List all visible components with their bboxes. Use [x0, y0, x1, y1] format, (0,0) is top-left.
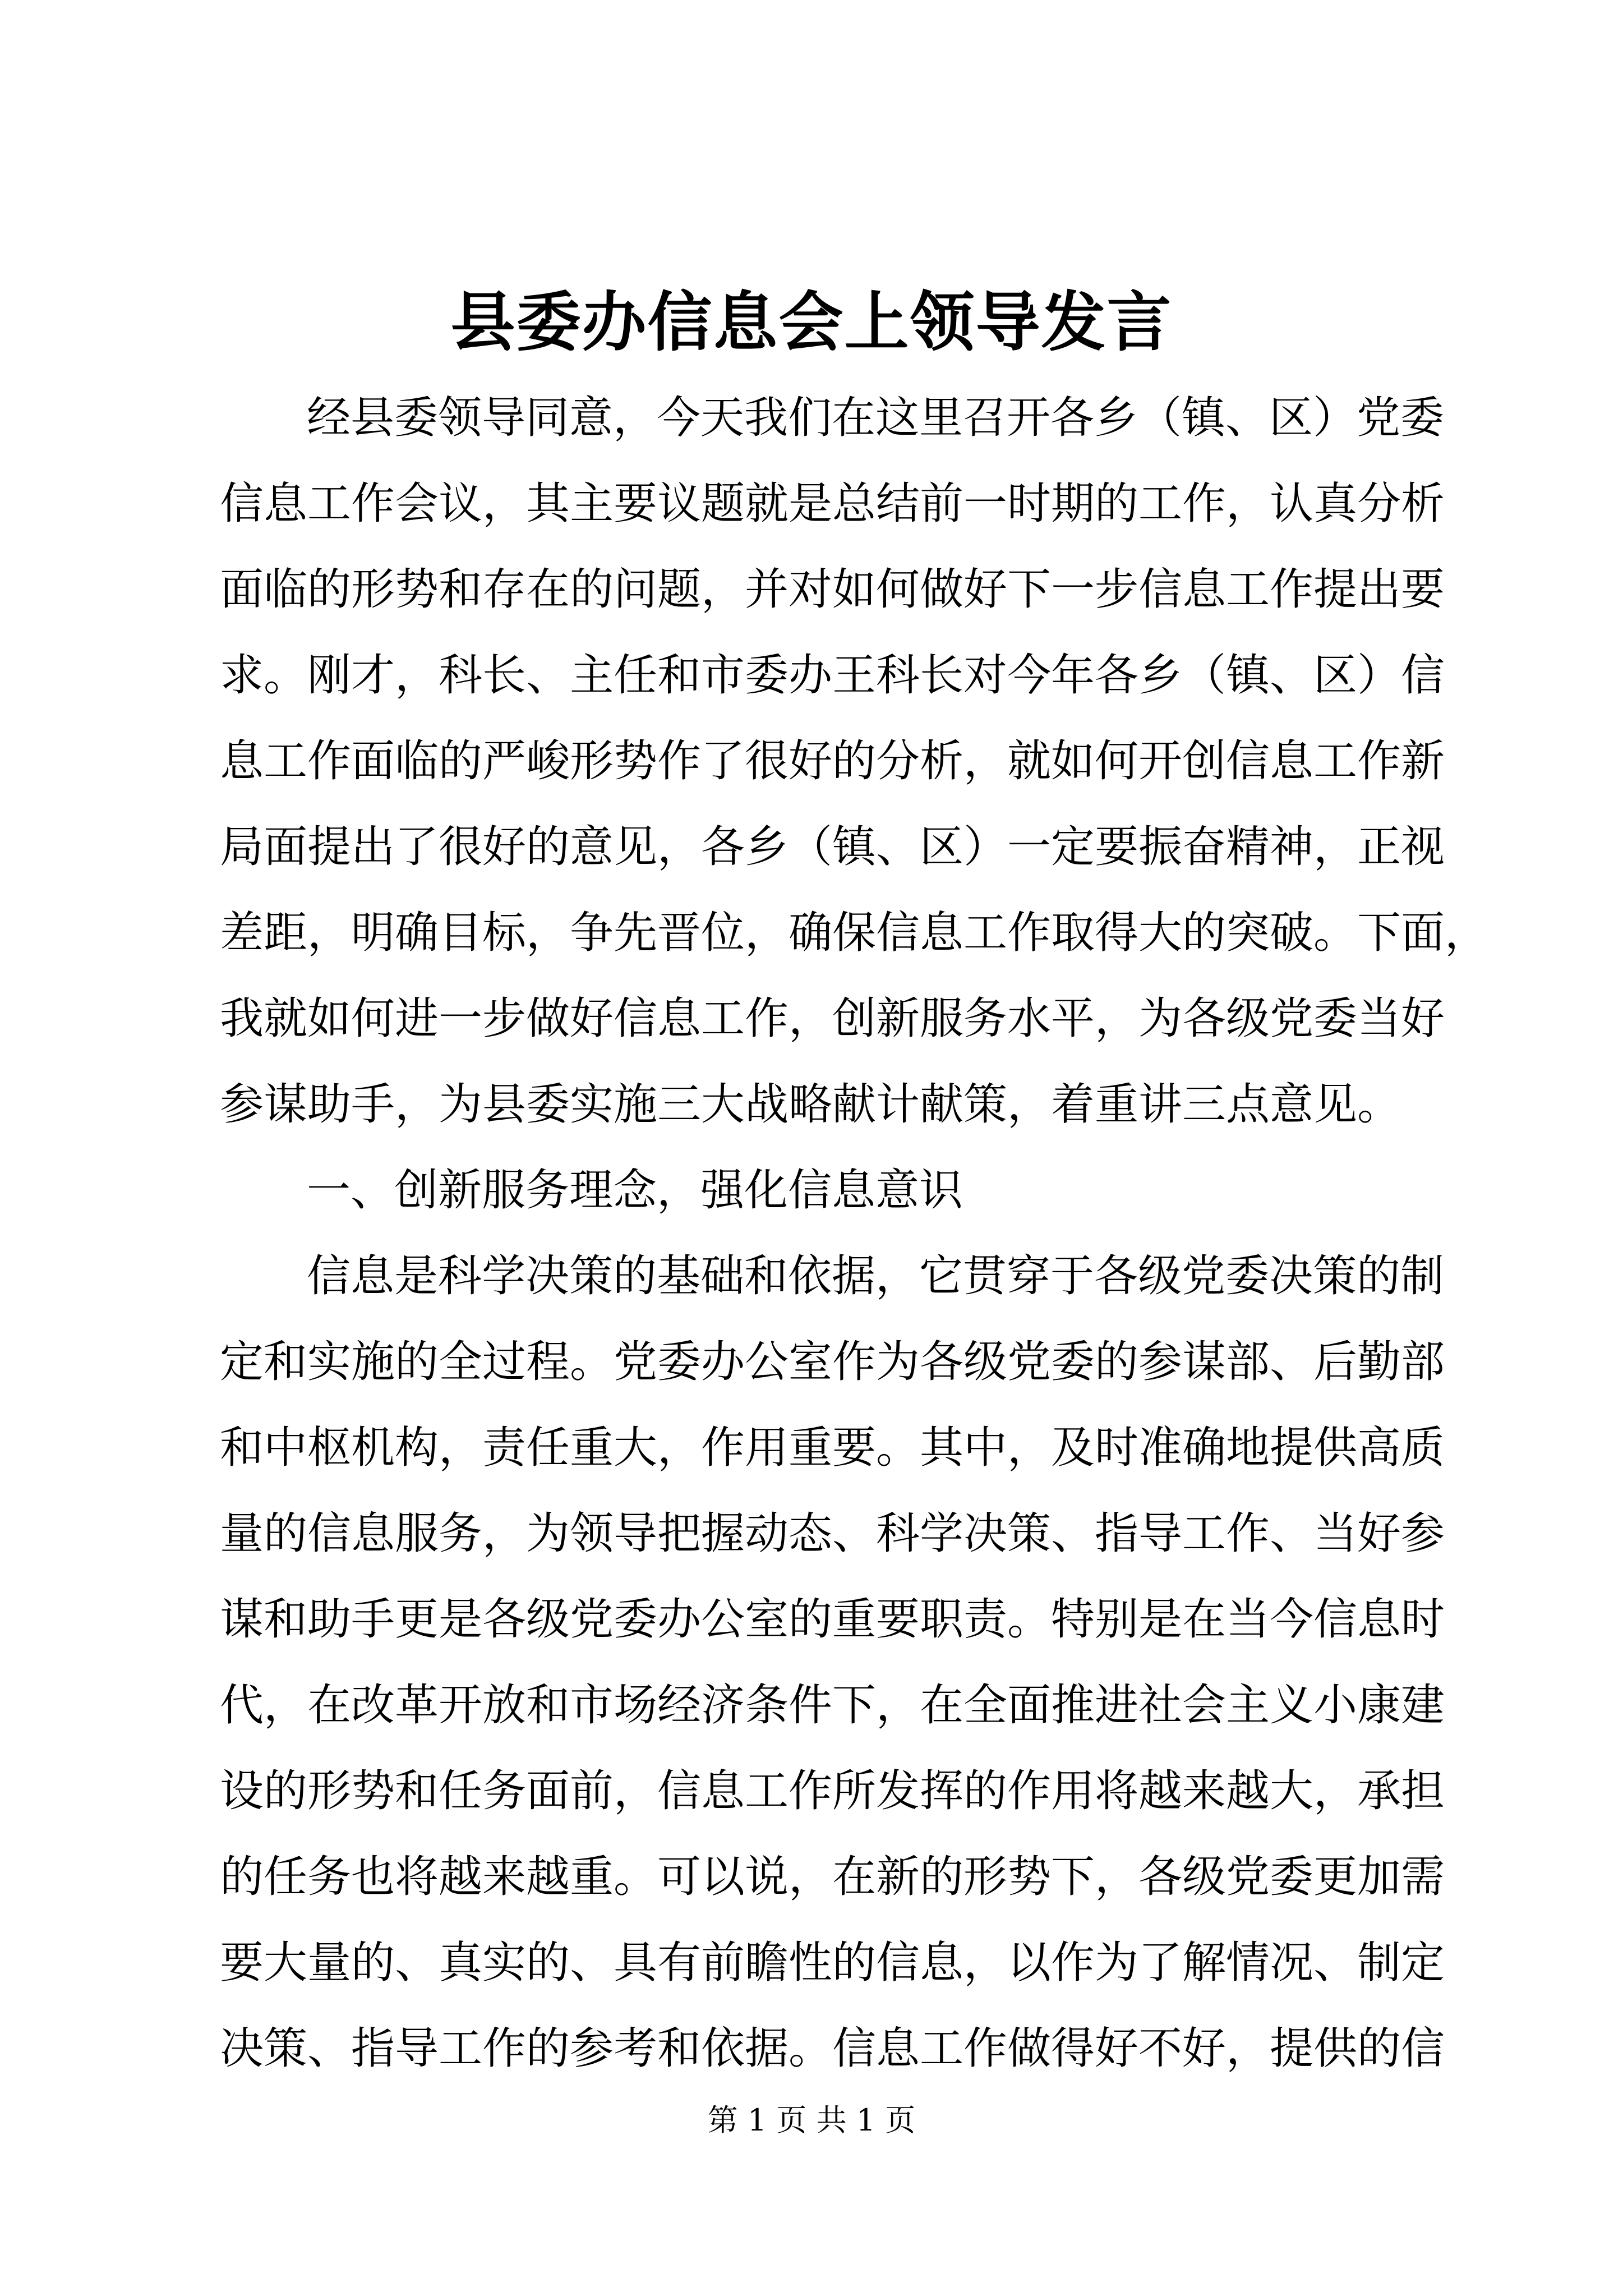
- paragraph-2-line-5: 谋和助手更是各级党委办公室的重要职责。特别是在当今信息时: [220, 1594, 1445, 1645]
- section-heading-1: 一、创新服务理念，强化信息意识: [307, 1165, 963, 1216]
- paragraph-1-line-7: 差距，明确目标，争先晋位，确保信息工作取得大的突破。下面，: [220, 908, 1489, 958]
- paragraph-1-line-8: 我就如何进一步做好信息工作，创新服务水平，为各级党委当好: [220, 993, 1445, 1044]
- paragraph-2-line-9: 要大量的、真实的、具有前瞻性的信息，以作为了解情况、制定: [220, 1938, 1445, 1988]
- paragraph-1-line-6: 局面提出了很好的意见，各乡（镇、区）一定要振奋精神，正视: [220, 822, 1445, 872]
- paragraph-2-line-1: 信息是科学决策的基础和依据，它贯穿于各级党委决策的制: [307, 1251, 1445, 1301]
- paragraph-1-line-1: 经县委领导同意，今天我们在这里召开各乡（镇、区）党委: [307, 393, 1445, 443]
- paragraph-1-line-5: 息工作面临的严峻形势作了很好的分析，就如何开创信息工作新: [220, 736, 1445, 786]
- page-number-footer: 第 1 页 共 1 页: [707, 2102, 916, 2138]
- paragraph-2-line-4: 量的信息服务，为领导把握动态、科学决策、指导工作、当好参: [220, 1508, 1445, 1559]
- paragraph-1-line-3: 面临的形势和存在的问题，并对如何做好下一步信息工作提出要: [220, 564, 1445, 615]
- paragraph-1-line-2: 信息工作会议，其主要议题就是总结前一时期的工作，认真分析: [220, 478, 1445, 529]
- paragraph-2-line-6: 代，在改革开放和市场经济条件下，在全面推进社会主义小康建: [220, 1680, 1445, 1731]
- paragraph-1-line-9: 参谋助手，为县委实施三大战略献计献策，着重讲三点意见。: [220, 1079, 1401, 1130]
- paragraph-2-line-8: 的任务也将越来越重。可以说，在新的形势下，各级党委更加需: [220, 1852, 1445, 1902]
- document-title: 县委办信息会上领导发言: [450, 284, 1173, 360]
- paragraph-2-line-10: 决策、指导工作的参考和依据。信息工作做得好不好，提供的信: [220, 2023, 1445, 2074]
- paragraph-1-line-4: 求。刚才，科长、主任和市委办王科长对今年各乡（镇、区）信: [220, 650, 1445, 701]
- paragraph-2-line-3: 和中枢机构，责任重大，作用重要。其中，及时准确地提供高质: [220, 1423, 1445, 1473]
- paragraph-2-line-2: 定和实施的全过程。党委办公室作为各级党委的参谋部、后勤部: [220, 1337, 1445, 1387]
- paragraph-2-line-7: 设的形势和任务面前，信息工作所发挥的作用将越来越大，承担: [220, 1766, 1445, 1816]
